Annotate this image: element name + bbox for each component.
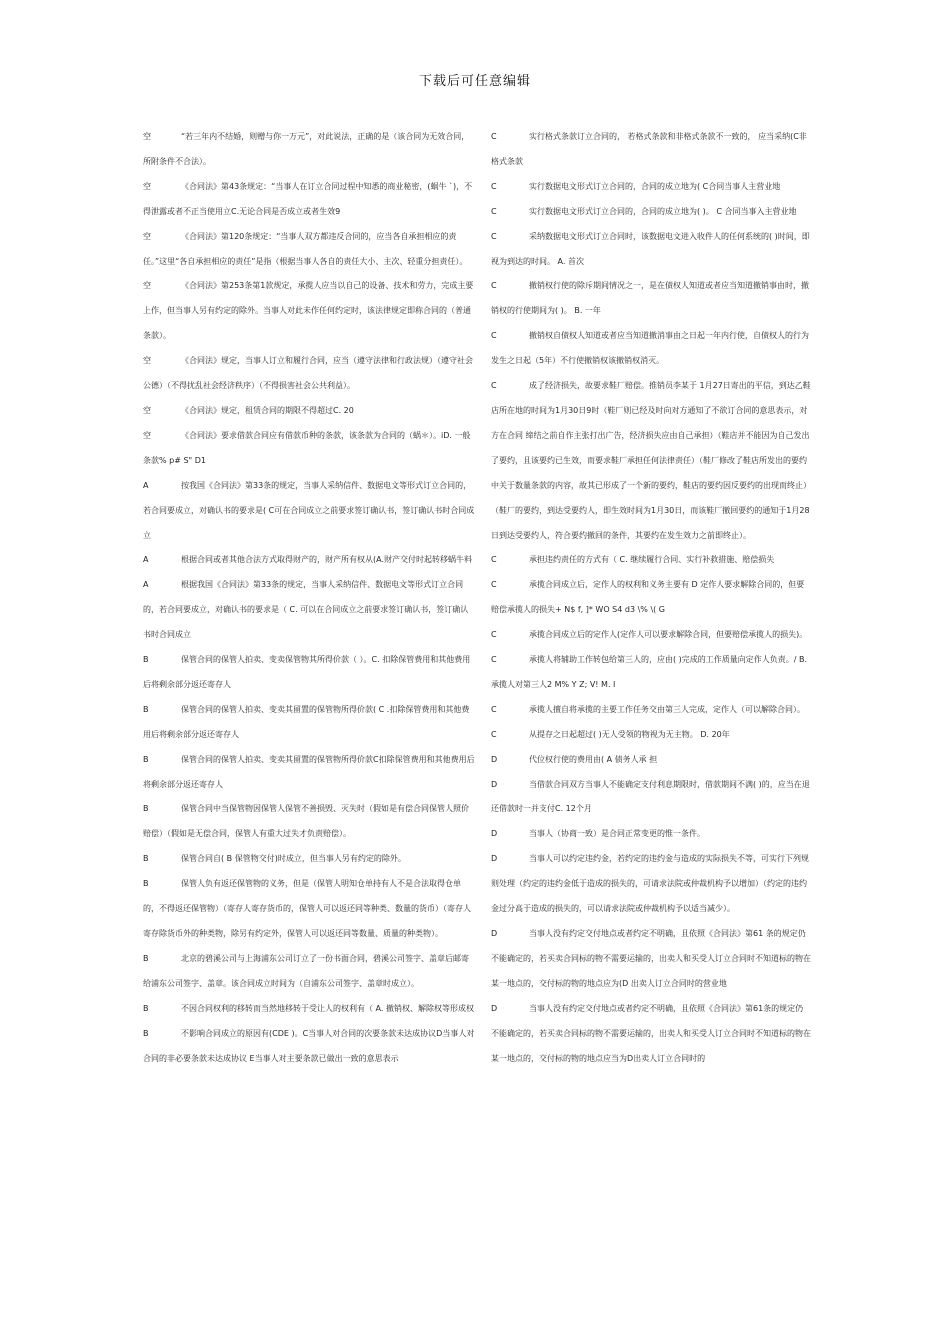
entry-tag: D — [491, 929, 498, 938]
entry-text: 成了经济损失，故要求鞋厂赔偿。推销员李某于 1月27日寄出的平信，到达乙鞋店所在地的时间为1月30日9时（鞋厂则已经及时向对方通知了不欲订合同的意思表示，对方在合同 缔结之前自作主张打出广告，经济损失应由自己承担）（鞋店并不能因为自己发出了要约，且该要约已生效，而要求鞋厂承担任何法律责任）（鞋厂修改了鞋店所发出的要约中关于数量条款的内容，故其已形成了一个新的要约，鞋店的要约因反要约的出现而终止）（鞋厂的要约，到达受要约人，即生效时间为1月30日，而该鞋厂撤回要约的通知于1月28日到达受要约人，符合要约撤回的条件，其要约在发生效力之前即终止）。 — [491, 381, 811, 540]
entry-text: 撤销权行使的除斥期间情况之一，是在债权人知道或者应当知道撤销事由时，撤销权的行使期间为( )。 B. 一年 — [491, 281, 809, 316]
entry-text: “若三年内不结婚，则赠与你一万元”，对此说法，正确的是（该合同为无效合同，所附条件不合法）。 — [143, 132, 470, 166]
entry-tag: C — [491, 206, 497, 216]
entry-text: 采纳数据电文形式订立合同时，该数据电文进入收件人的任何系统的( )时间，即视为到达的时间。 A. 首次 — [491, 231, 810, 266]
entry-text: 承揽合同成立后，定作人的权利和义务主要有 D 定作人要求解除合同的，但要赔偿承揽人的损失+ N$ f, ]* WO S4 d3 \% \( G — [491, 580, 805, 615]
entry-text: 承揽人将辅助工作转包给第三人的，应由( )完成的工作质量向定作人负责。/ B. 承揽人对第三人2 M% Y Z; V! M. I — [491, 655, 808, 689]
list-item — [491, 623, 811, 648]
entry-tag: B — [143, 1028, 149, 1038]
entry-tag: D — [491, 1003, 498, 1013]
list-item — [143, 797, 475, 847]
entry-tag: D — [491, 829, 498, 839]
entry-text: 从提存之日起超过( )无人受领的物视为无主物。 D. 20年 — [529, 729, 730, 739]
list-item — [491, 748, 811, 773]
entry-tag: C — [491, 655, 497, 665]
list-item — [491, 847, 811, 922]
list-item — [143, 847, 475, 872]
entry-text: 代位权行使的费用由( A 债务人承 担 — [529, 754, 658, 764]
list-item — [143, 125, 475, 175]
entry-tag: 空 — [143, 356, 151, 366]
entry-tag: B — [143, 953, 149, 963]
entry-tag: C — [491, 630, 497, 640]
entry-tag: D — [491, 779, 498, 789]
entry-tag: C — [491, 729, 497, 739]
list-item — [491, 723, 811, 748]
list-item — [491, 374, 811, 548]
list-item — [491, 175, 811, 200]
entry-text: 承揽合同成立后的定作人(定作人可以要求解除合同，但要赔偿承揽人的损失)。 — [529, 630, 808, 640]
entry-tag: B — [143, 655, 149, 665]
entry-tag: A — [143, 480, 149, 490]
list-item — [491, 822, 811, 847]
entry-tag: C — [491, 580, 497, 590]
entry-tag: B — [143, 1003, 149, 1013]
entry-text: 根据合同或者其他合法方式取得财产的，财产所有权从(A.财产交付时起转移蜗牛料 — [181, 555, 472, 565]
list-item — [491, 125, 811, 175]
entry-tag: C — [491, 231, 497, 241]
list-item — [491, 573, 811, 623]
list-item — [491, 274, 811, 324]
entry-text: 保管合同的保管人拍卖、变卖其留置的保管物所得价款( C .扣除保管费用和其他费用后将剩余部分返还寄存人 — [143, 704, 470, 739]
entry-text: 《合同法》第253条第1款规定，承揽人应当以自己的设备、技术和劳力，完成主要上作，但当事人另有约定的除外。当事人对此未作任何约定时，该法律规定即称合同的（普通条款）。 — [143, 281, 474, 341]
entry-text: 保管人负有返还保管物的义务，但是（保管人明知仓单持有人不是合法取得仓单的，不得返还保管物）（寄存人寄存货币的，保管人可以返还同等种类、数量的货币）（寄存人寄存除货币外的种类物，除另有约定外，保管人可以返还同等数量、质量的种类物）。 — [143, 879, 471, 938]
entry-text: 当事人没有约定交付地点或者约定不明确，且依照《合同法》第61条的规定仍不能确定的，若买卖合同标的物不需要运输的，出卖人和买受人订立合同时不知道标的物在某一地点的，交付标的物的地点应当为D出卖人订立合同时的 — [491, 1003, 811, 1063]
list-item — [491, 648, 811, 698]
entry-tag: A — [143, 555, 149, 565]
list-item — [491, 698, 811, 723]
entry-tag: 空 — [143, 231, 151, 241]
list-item — [143, 573, 475, 648]
entry-tag: 空 — [143, 430, 151, 440]
list-item — [491, 200, 811, 225]
entry-tag: 空 — [143, 181, 151, 191]
list-item — [143, 997, 475, 1022]
entry-text: 当事人没有约定交付地点或者约定不明确，且依照《合同法》第61 条的规定仍不能确定的，若买卖合同标的物不需要运输的，出卖人和买受人订立合同时不知道标的物在某一地点的，交付标的物的地点应为(D 出卖人订立合同时的营业地 — [491, 929, 811, 988]
entry-text: 保管合同的保管人拍卖、变卖保管物其所得价款（ ）。C. 扣除保管费用和其他费用后将剩余部分返还寄存人 — [143, 655, 471, 689]
list-item — [143, 698, 475, 748]
left-column — [143, 125, 475, 1071]
list-item — [143, 274, 475, 349]
entry-tag: 空 — [143, 281, 151, 291]
list-item — [491, 997, 811, 1072]
entry-tag: C — [491, 181, 497, 191]
entry-text: 根据我国《合同法》第33条的规定，当事人采纳信件、数据电文等形式订立合同的，若合同要成立，对确认书的要求是（ C. 可以在合同成立之前要求签订确认书，签订确认书时合同成立 — [143, 580, 469, 640]
list-item — [143, 424, 475, 474]
list-item — [143, 399, 475, 424]
entry-tag: B — [143, 804, 149, 814]
entry-text: 《合同法》第120条规定：“当事人双方都违反合同的，应当各自承担相应的责任。”这里“各自承担相应的责任”是指（根据当事人各自的责任大小、主次、轻重分担责任）。 — [143, 231, 468, 266]
page-header: 下载后可任意编辑 — [418, 74, 531, 89]
list-item — [491, 548, 811, 573]
entry-text: 不因合同权利的移转而当然地移转于受让人的权利有（ A. 撤销权、解除权等形成权 — [181, 1003, 474, 1013]
entry-tag: C — [491, 331, 497, 341]
list-item — [143, 175, 475, 225]
entry-text: 撤销权自债权人知道或者应当知道撤消事由之日起一年内行使，自债权人的行为发生之日起（5年）不行使撤销权该撤销权消灭。 — [491, 331, 809, 366]
entry-tag: 空 — [143, 132, 151, 141]
list-item — [491, 324, 811, 374]
entry-text: 实行数据电文形式订立合同的，合同的成立地为( C合同当事人主营业地 — [529, 181, 781, 191]
list-item — [143, 648, 475, 698]
list-item — [491, 922, 811, 997]
list-item — [143, 748, 475, 798]
entry-text: 北京的碧溪公司与上海浦东公司订立了一份书面合同，碧溪公司签字、盖章后邮寄给浦东公司签字、盖章。该合同成立时间为（自浦东公司签字、盖章时成立）。 — [143, 953, 469, 988]
entry-text: 实行格式条款订立合同的， 若格式条款和非格式条款不一致的， 应当采纳(C非格式条款 — [491, 132, 807, 166]
list-item — [143, 872, 475, 947]
entry-tag: C — [491, 281, 497, 291]
entry-tag: C — [491, 704, 497, 714]
entry-text: 《合同法》规定，当事人订立和履行合同，应当（遵守法律和行政法规）（遵守社会公德）（不得扰乱社会经济秩序）（不得损害社会公共利益）。 — [143, 356, 473, 391]
entry-tag: C — [491, 555, 497, 565]
entry-text: 保管合同自( B 保管物交付)时成立，但当事人另有约定的除外。 — [181, 854, 406, 864]
list-item — [143, 349, 475, 399]
entry-tag: B — [143, 704, 149, 714]
entry-text: 当借款合同双方当事人不能确定支付利息期限时，借款期间不满( )的，应当在退还借款时一并支付C. 12个月 — [491, 779, 810, 814]
list-item — [143, 947, 475, 997]
list-item — [143, 225, 475, 275]
entry-text: 《合同法》规定，租赁合同的期限不得超过C. 20 — [181, 405, 354, 415]
entry-text: 实行数据电文形式订立合同的，合同的成立地为( )。 C 合同当事入主营业地 — [529, 206, 797, 216]
entry-text: 按我国《合同法》第33条的规定，当事人采纳信件、数据电文等形式订立合同的，若合同要成立，对确认书的要求是( C可在合同成立之前要求签订确认书，签订确认书时合同成立 — [143, 480, 475, 540]
entry-text: 不影响合同成立的原因有(CDE )。C当事人对合同的次要条款未达成协议D当事人对合同的非必要条款未达成协议 E当事人对主要条款已做出一致的意思表示 — [143, 1028, 475, 1063]
entry-text: 当事人可以约定违约金，若约定的违约金与造成的实际损失不等，可实行下列规则处理（约定的违约金低于造成的损失的，可请求法院或仲裁机构予以增加）（约定的违约金过分高于造成的损失的，可以请求法院或仲裁机构予以适当减少）。 — [491, 854, 809, 914]
entry-text: 承担违约责任的方式有（ C. 继续履行合同、实行补救措施、赔偿损失 — [529, 555, 775, 565]
list-item — [491, 773, 811, 823]
entry-text: 承揽人擅自将承揽的主要工作任务交由第三人完成，定作人（可以解除合同）。 — [529, 704, 805, 714]
entry-text: 当事人（协商一致）是合同正常变更的惟一条件。 — [529, 829, 705, 839]
entry-tag: C — [491, 132, 497, 141]
entry-tag: 空 — [143, 405, 151, 415]
list-item — [143, 474, 475, 549]
entry-tag: B — [143, 879, 149, 889]
entry-text: 保管合同中当保管物因保管人保管不善损毁、灭失时（假如是有偿合同保管人照价赔偿）（假如是无偿合同，保管人有重大过失才负责赔偿）。 — [143, 804, 469, 839]
entry-text: 保管合同的保管人拍卖、变卖其留置的保管物所得价款C扣除保管费用和其他费用后将剩余部分返还寄存人 — [143, 754, 475, 789]
entry-tag: B — [143, 854, 149, 864]
list-item — [143, 548, 475, 573]
entry-tag: C — [491, 381, 497, 391]
entry-tag: D — [491, 854, 498, 864]
entry-tag: D — [491, 754, 498, 764]
list-item — [491, 225, 811, 275]
list-item — [143, 1022, 475, 1072]
right-column — [491, 125, 811, 1071]
entry-tag: A — [143, 580, 149, 590]
entry-tag: B — [143, 754, 149, 764]
entry-text: 《合同法》要求借款合同应有借款币种的条款，该条款为合同的（蜗＊）。iD. 一般条款% p# S" D1 — [143, 430, 471, 465]
entry-text: 《合同法》第43条规定：“当事人在订立合同过程中知悉的商业秘密，(蜗牛 `)，不得泄露或者不正当使用立C.无论合同是否成立或者生效9 — [143, 181, 473, 216]
